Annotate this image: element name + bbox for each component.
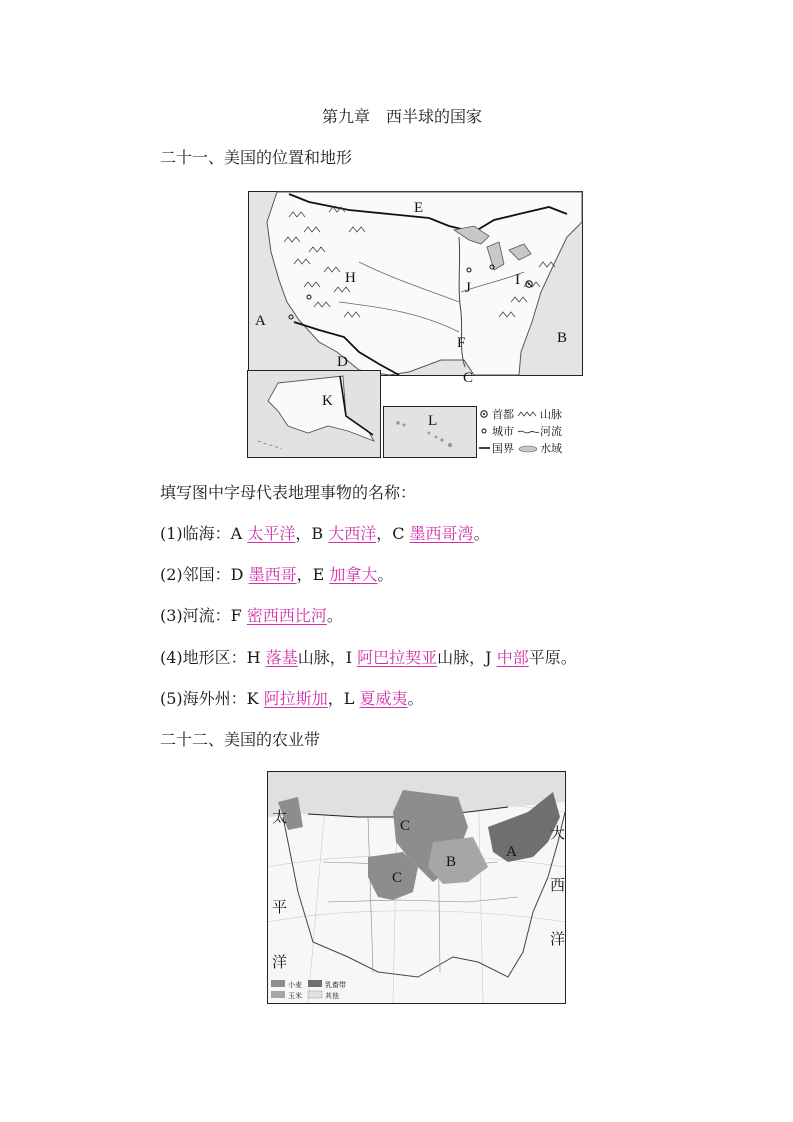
map1-label-C: C <box>463 370 474 386</box>
q2-end: 。 <box>377 565 394 584</box>
usa-map-svg <box>249 192 582 386</box>
hawaii-inset-map <box>383 406 477 458</box>
chapter-title: 第九章 西半球的国家 <box>322 107 483 126</box>
map2-label-A: A <box>506 844 517 860</box>
q5-prefix: (5)海外州：K <box>160 689 264 708</box>
map1-label-D: D <box>337 354 348 370</box>
answer-a: 太平洋 <box>247 524 296 543</box>
q5-end: 。 <box>407 689 424 708</box>
question-5 <box>160 688 423 710</box>
pacific-char-1: 太 <box>272 810 288 826</box>
map1-label-L: L <box>428 413 438 429</box>
map1-label-E: E <box>414 200 424 216</box>
map2-legend-wheat: 小麦 <box>288 981 302 989</box>
question-2 <box>160 564 393 586</box>
q2-prefix: (2)邻国：D <box>160 565 249 584</box>
map1-label-F: F <box>457 335 466 351</box>
q4-prefix: (4)地形区：H <box>160 648 266 667</box>
q4-sep2: 山脉，J <box>437 648 497 667</box>
answer-b: 大西洋 <box>328 524 377 543</box>
q1-prefix: (1)临海：A <box>160 524 248 543</box>
map1-label-A: A <box>255 313 266 329</box>
q4-end: 平原。 <box>528 648 577 667</box>
map1-label-K: K <box>322 393 333 409</box>
alaska-inset-map <box>247 370 381 458</box>
legend-river: 河流 <box>540 425 562 438</box>
map2-label-C-north: C <box>400 818 411 834</box>
map1-label-H: H <box>345 270 356 286</box>
map1-label-J: J <box>465 280 471 296</box>
answer-h: 落基 <box>265 648 298 667</box>
q2-sep1: ，E <box>296 565 330 584</box>
legend-capital: 首都 <box>492 408 514 421</box>
q3-prefix: (3)河流：F <box>160 606 247 625</box>
map1-legend <box>478 406 588 458</box>
q5-sep1: ，L <box>327 689 360 708</box>
section-22-title: 二十二、美国的农业带 <box>160 730 321 749</box>
map2-label-B: B <box>446 854 457 870</box>
answer-d: 墨西哥 <box>248 565 297 584</box>
question-3 <box>160 605 343 627</box>
q1-sep1: ，B <box>295 524 329 543</box>
map2-label-C-south: C <box>392 870 403 886</box>
pacific-char-3: 洋 <box>272 955 288 971</box>
answer-f: 密西西比河 <box>246 606 327 625</box>
answer-i: 阿巴拉契亚 <box>357 648 438 667</box>
section-21-title: 二十一、美国的位置和地形 <box>160 148 353 167</box>
atlantic-char-1: 大 <box>550 826 566 842</box>
q4-sep1: 山脉，I <box>297 648 358 667</box>
map2-legend-dairy: 乳畜带 <box>325 981 346 989</box>
map2-legend-other: 其他 <box>325 992 339 1000</box>
question-4 <box>160 647 577 669</box>
question-1 <box>160 523 490 545</box>
answer-j: 中部 <box>496 648 529 667</box>
map1-label-I: I <box>515 272 520 288</box>
atlantic-char-3: 洋 <box>550 932 566 948</box>
answer-c: 墨西哥湾 <box>409 524 474 543</box>
map2-legend-corn: 玉米 <box>288 992 302 1000</box>
map1-label-B: B <box>557 330 568 346</box>
answer-k: 阿拉斯加 <box>263 689 328 708</box>
usa-terrain-map <box>248 191 583 386</box>
legend-mountain: 山脉 <box>540 408 562 421</box>
legend-city: 城市 <box>492 425 514 438</box>
usa-agriculture-map <box>267 771 566 1004</box>
pacific-char-2: 平 <box>272 900 288 916</box>
q3-end: 。 <box>326 606 343 625</box>
atlantic-char-2: 西 <box>550 878 566 894</box>
instruction-text: 填写图中字母代表地理事物的名称： <box>160 483 417 502</box>
answer-l: 夏威夷 <box>359 689 408 708</box>
q1-end: 。 <box>473 524 490 543</box>
legend-border: 国界 <box>492 442 514 455</box>
answer-e: 加拿大 <box>329 565 378 584</box>
q1-sep2: ，C <box>376 524 410 543</box>
legend-water: 水域 <box>540 442 562 455</box>
